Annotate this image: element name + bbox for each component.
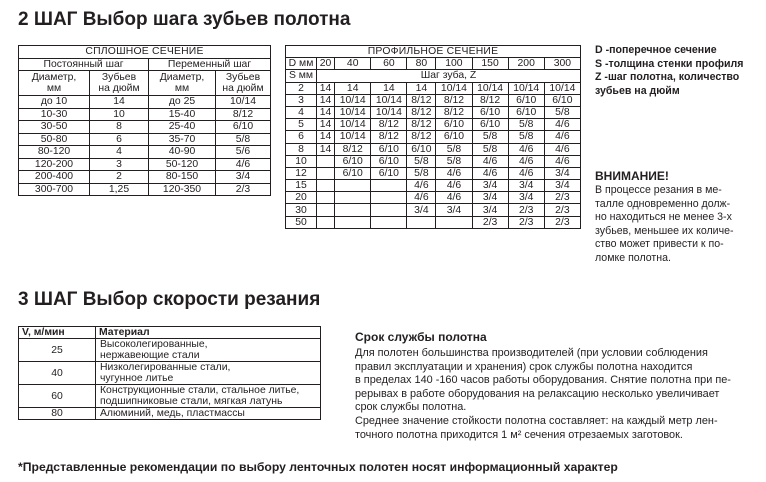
profile-s-value: 4	[286, 106, 317, 118]
solid-table-cell: 14	[90, 96, 149, 109]
profile-table-cell: 4/6	[436, 180, 472, 192]
life-line: точного полотна приходится 1 м² сечения отрезаемых заготовок.	[355, 428, 683, 441]
solid-table-row	[19, 171, 271, 184]
profile-table-row	[286, 216, 581, 228]
speed-table-row	[19, 385, 321, 408]
speed-material	[96, 362, 321, 385]
profile-table-cell: 8/12	[407, 94, 436, 106]
profile-table-cell: 10/14	[371, 106, 407, 118]
profile-table-cell: 14	[317, 106, 335, 118]
profile-s-label: S мм	[286, 70, 317, 82]
profile-table-cell: 6/10	[508, 106, 544, 118]
profile-table-row	[286, 94, 581, 106]
speed-value: 60	[19, 385, 96, 408]
speed-material-line: нержавеющие стали	[100, 350, 200, 361]
profile-table-cell: 8/12	[335, 143, 371, 155]
profile-table-cell: 14	[317, 143, 335, 155]
profile-d-value: 100	[436, 58, 472, 70]
profile-table-row	[286, 155, 581, 167]
step3-title: 3 ШАГ Выбор скорости резания	[18, 289, 321, 310]
profile-table-row	[286, 192, 581, 204]
profile-table-cell: 3/4	[508, 180, 544, 192]
profile-table-cell: 14	[407, 82, 436, 94]
profile-table-cell: 3/4	[472, 180, 508, 192]
profile-table-cell: 14	[335, 82, 371, 94]
warning-line: ство может привести к по-	[595, 238, 724, 251]
profile-table-cell: 4/6	[407, 180, 436, 192]
solid-table-cell: 1,25	[90, 183, 149, 196]
speed-col-v: V, м/мин	[19, 327, 96, 339]
warning-line: В процессе резания в ме-	[595, 184, 722, 196]
solid-table-cell: 10-30	[19, 108, 90, 121]
solid-table-cell: 8/12	[216, 108, 271, 121]
profile-table-cell: 5/8	[508, 119, 544, 131]
profile-table-cell: 8/12	[407, 106, 436, 118]
solid-col-diameter-1: Диаметр, мм	[19, 71, 90, 96]
solid-header: СПЛОШНОЕ СЕЧЕНИЕ	[19, 46, 271, 59]
speed-material-line: подшипниковые стали, мягкая латунь	[100, 396, 283, 407]
profile-table-cell: 3/4	[544, 180, 580, 192]
legend-s-text: -толщина стенки профиля	[602, 57, 744, 70]
solid-table-cell: 2/3	[216, 183, 271, 196]
profile-table-cell	[407, 216, 436, 228]
profile-table-cell: 5/8	[436, 143, 472, 155]
speed-material-line: Высоколегированные,	[100, 339, 208, 350]
profile-table-cell: 3/4	[544, 167, 580, 179]
profile-table-cell: 6/10	[508, 94, 544, 106]
life-line: Среднее значение стойкости полотна составляет: на каждый метр лен-	[355, 414, 718, 427]
solid-table-cell: 10	[90, 108, 149, 121]
profile-table-cell	[335, 204, 371, 216]
profile-table-cell: 3/4	[407, 204, 436, 216]
profile-s-value: 5	[286, 119, 317, 131]
profile-table-cell: 6/10	[371, 143, 407, 155]
warning-line: ломке полотна.	[595, 251, 671, 264]
profile-table-cell: 3/4	[436, 204, 472, 216]
profile-d-value: 20	[317, 58, 335, 70]
profile-table-cell: 6/10	[544, 94, 580, 106]
profile-table-cell: 14	[317, 94, 335, 106]
profile-table-cell: 8/12	[371, 119, 407, 131]
profile-s-value: 2	[286, 82, 317, 94]
profile-table-cell: 2/3	[508, 216, 544, 228]
solid-table-cell: 6	[90, 133, 149, 146]
legend-s-letter: S	[595, 57, 603, 70]
profile-d-label: D мм	[286, 58, 317, 70]
profile-table-cell	[317, 167, 335, 179]
profile-table-cell	[371, 192, 407, 204]
profile-table-cell	[371, 180, 407, 192]
life-text	[355, 347, 755, 442]
profile-table-cell: 5/8	[472, 131, 508, 143]
speed-material-line: Низколегированные стали,	[100, 362, 231, 373]
solid-table-cell: 8	[90, 121, 149, 134]
solid-table-cell: 80-120	[19, 146, 90, 159]
profile-table-cell: 8/12	[371, 131, 407, 143]
profile-table-cell: 10/14	[335, 119, 371, 131]
solid-table-cell: 30-50	[19, 121, 90, 134]
profile-table-cell: 10/14	[436, 82, 472, 94]
profile-table-cell	[335, 216, 371, 228]
solid-table-cell: 35-70	[149, 133, 216, 146]
speed-table	[18, 326, 321, 420]
profile-table-cell: 14	[371, 82, 407, 94]
profile-table-cell: 10/14	[508, 82, 544, 94]
legend-z-letter: Z	[595, 71, 602, 84]
speed-table-row	[19, 339, 321, 362]
profile-table-cell: 8/12	[472, 94, 508, 106]
profile-table-cell: 3/4	[472, 192, 508, 204]
profile-s-value: 12	[286, 167, 317, 179]
profile-table-cell: 4/6	[544, 143, 580, 155]
profile-table-cell: 6/10	[472, 106, 508, 118]
profile-table-cell: 4/6	[472, 155, 508, 167]
solid-table-row	[19, 183, 271, 196]
profile-table-cell: 4/6	[544, 155, 580, 167]
profile-table-cell: 6/10	[371, 155, 407, 167]
profile-table-cell: 6/10	[472, 119, 508, 131]
solid-group-constant: Постоянный шаг	[19, 58, 149, 71]
profile-table-row	[286, 131, 581, 143]
profile-table-cell: 5/8	[407, 167, 436, 179]
profile-table-cell: 8/12	[407, 131, 436, 143]
profile-d-value: 60	[371, 58, 407, 70]
speed-material	[96, 408, 321, 420]
profile-table-cell: 5/8	[436, 155, 472, 167]
profile-table-cell: 5/8	[407, 155, 436, 167]
speed-material	[96, 339, 321, 362]
profile-table-cell: 10/14	[371, 94, 407, 106]
solid-table-cell: 300-700	[19, 183, 90, 196]
solid-table-cell: 25-40	[149, 121, 216, 134]
solid-table-cell: 3/4	[216, 171, 271, 184]
warning-title: ВНИМАНИЕ!	[595, 169, 669, 183]
profile-table-cell: 4/6	[508, 167, 544, 179]
profile-table-cell: 14	[317, 82, 335, 94]
profile-table-cell	[436, 216, 472, 228]
life-line: правил эксплуатации и хранения) срок службы полотна находится	[355, 360, 693, 373]
life-line: срок службы полотна.	[355, 401, 467, 414]
solid-table-row	[19, 121, 271, 134]
profile-table-cell: 5/8	[508, 131, 544, 143]
solid-table-cell: до 25	[149, 96, 216, 109]
profile-table-cell: 5/8	[544, 106, 580, 118]
solid-table-cell: 120-200	[19, 158, 90, 171]
solid-table-cell: 200-400	[19, 171, 90, 184]
speed-material-line: Алюминий, медь, пластмассы	[100, 408, 245, 419]
solid-table-row	[19, 158, 271, 171]
warning-line: талле одновременно долж-	[595, 197, 731, 210]
solid-table-cell: 4	[90, 146, 149, 159]
life-title: Срок службы полотна	[355, 330, 487, 344]
profile-table-cell: 10/14	[472, 82, 508, 94]
profile-table-cell: 8/12	[436, 94, 472, 106]
profile-table-cell: 2/3	[544, 192, 580, 204]
speed-material-line: чугунное литье	[100, 373, 174, 384]
profile-section-table	[285, 45, 581, 229]
profile-z-label: Шаг зуба, Z	[317, 70, 581, 82]
profile-table-row	[286, 180, 581, 192]
profile-s-value: 20	[286, 192, 317, 204]
profile-table-cell: 4/6	[508, 155, 544, 167]
warning-text	[595, 184, 755, 266]
solid-table-row	[19, 133, 271, 146]
profile-table-cell	[371, 216, 407, 228]
profile-table-cell: 6/10	[436, 119, 472, 131]
legend-z-text: -шаг полотна, количество	[601, 71, 740, 84]
profile-table-row	[286, 82, 581, 94]
solid-table-cell: 50-120	[149, 158, 216, 171]
profile-table-row	[286, 119, 581, 131]
profile-d-value: 200	[508, 58, 544, 70]
solid-table-cell: 5/8	[216, 133, 271, 146]
profile-table-cell	[317, 204, 335, 216]
speed-value: 25	[19, 339, 96, 362]
profile-table-cell: 14	[317, 131, 335, 143]
profile-table-cell: 10/14	[335, 106, 371, 118]
solid-table-cell: 10/14	[216, 96, 271, 109]
solid-table-cell: 15-40	[149, 108, 216, 121]
legend	[595, 44, 743, 98]
profile-table-cell: 8/12	[407, 119, 436, 131]
profile-table-cell	[371, 204, 407, 216]
profile-table-cell: 5/8	[472, 143, 508, 155]
legend-d-text: -поперечное сечение	[602, 44, 717, 56]
profile-table-row	[286, 143, 581, 155]
profile-table-cell: 2/3	[544, 204, 580, 216]
solid-table-cell: 40-90	[149, 146, 216, 159]
profile-s-value: 3	[286, 94, 317, 106]
profile-table-cell: 10/14	[335, 94, 371, 106]
profile-table-cell: 2/3	[508, 204, 544, 216]
solid-table-cell: 2	[90, 171, 149, 184]
speed-col-material: Материал	[96, 327, 321, 339]
profile-table-cell: 6/10	[335, 167, 371, 179]
profile-table-row	[286, 106, 581, 118]
speed-table-row	[19, 362, 321, 385]
legend-z-text-2: зубьев на дюйм	[595, 84, 680, 97]
profile-table-cell: 4/6	[407, 192, 436, 204]
speed-material-line: Конструкционные стали, стальное литье,	[100, 385, 300, 396]
profile-table-cell: 8/12	[436, 106, 472, 118]
speed-value: 80	[19, 408, 96, 420]
solid-table-cell: 80-150	[149, 171, 216, 184]
life-line: в пределах 140 -160 часов работы оборудования. Снятие полотна при пе-	[355, 374, 731, 387]
profile-table-row	[286, 167, 581, 179]
solid-table-cell: 4/6	[216, 158, 271, 171]
solid-group-variable: Переменный шаг	[149, 58, 271, 71]
profile-table-row	[286, 204, 581, 216]
step2-title: 2 ШАГ Выбор шага зубьев полотна	[18, 9, 351, 30]
profile-d-value: 150	[472, 58, 508, 70]
solid-table-row	[19, 146, 271, 159]
speed-material	[96, 385, 321, 408]
profile-table-cell: 4/6	[544, 131, 580, 143]
profile-table-cell: 14	[317, 119, 335, 131]
profile-s-value: 6	[286, 131, 317, 143]
profile-table-cell: 4/6	[544, 119, 580, 131]
profile-s-value: 10	[286, 155, 317, 167]
solid-table-row	[19, 96, 271, 109]
profile-table-cell: 2/3	[544, 216, 580, 228]
profile-table-cell	[335, 180, 371, 192]
profile-table-cell: 10/14	[335, 131, 371, 143]
profile-d-value: 80	[407, 58, 436, 70]
solid-table-cell: 5/6	[216, 146, 271, 159]
profile-table-cell: 6/10	[436, 131, 472, 143]
solid-table-cell: до 10	[19, 96, 90, 109]
profile-table-cell: 3/4	[508, 192, 544, 204]
solid-table-cell: 120-350	[149, 183, 216, 196]
profile-table-cell: 4/6	[472, 167, 508, 179]
profile-s-value: 15	[286, 180, 317, 192]
profile-table-cell	[317, 155, 335, 167]
profile-table-cell: 6/10	[371, 167, 407, 179]
profile-table-cell: 4/6	[436, 167, 472, 179]
warning-line: зубьев, меньшее их количе-	[595, 224, 734, 237]
solid-section-table	[18, 45, 271, 196]
profile-table-cell	[317, 180, 335, 192]
legend-d-letter: D	[595, 44, 603, 56]
profile-header: ПРОФИЛЬНОЕ СЕЧЕНИЕ	[286, 46, 581, 58]
solid-table-cell: 50-80	[19, 133, 90, 146]
solid-table-cell: 6/10	[216, 121, 271, 134]
profile-table-cell: 4/6	[436, 192, 472, 204]
life-line: Для полотен большинства производителей (при условии соблюдения	[355, 347, 708, 359]
profile-s-value: 50	[286, 216, 317, 228]
profile-table-cell	[317, 216, 335, 228]
solid-col-teeth-2: Зубьев на дюйм	[216, 71, 271, 96]
profile-d-value: 300	[544, 58, 580, 70]
profile-table-cell: 6/10	[407, 143, 436, 155]
profile-s-value: 8	[286, 143, 317, 155]
solid-table-row	[19, 108, 271, 121]
profile-table-cell: 10/14	[544, 82, 580, 94]
profile-table-cell: 4/6	[508, 143, 544, 155]
profile-table-cell	[317, 192, 335, 204]
solid-col-teeth-1: Зубьев на дюйм	[90, 71, 149, 96]
profile-s-value: 30	[286, 204, 317, 216]
footnote: *Представленные рекомендации по выбору ленточных полотен носят информационный характер	[18, 460, 618, 474]
life-line: рерывах в работе оборудования на релаксацию несколько увеличивает	[355, 387, 720, 400]
speed-value: 40	[19, 362, 96, 385]
speed-table-row	[19, 408, 321, 420]
solid-table-cell: 3	[90, 158, 149, 171]
profile-table-cell: 3/4	[472, 204, 508, 216]
solid-col-diameter-2: Диаметр, мм	[149, 71, 216, 96]
profile-table-cell	[335, 192, 371, 204]
warning-line: но находиться не менее 3-х	[595, 211, 732, 224]
profile-table-cell: 2/3	[472, 216, 508, 228]
profile-table-cell: 6/10	[335, 155, 371, 167]
profile-d-value: 40	[335, 58, 371, 70]
